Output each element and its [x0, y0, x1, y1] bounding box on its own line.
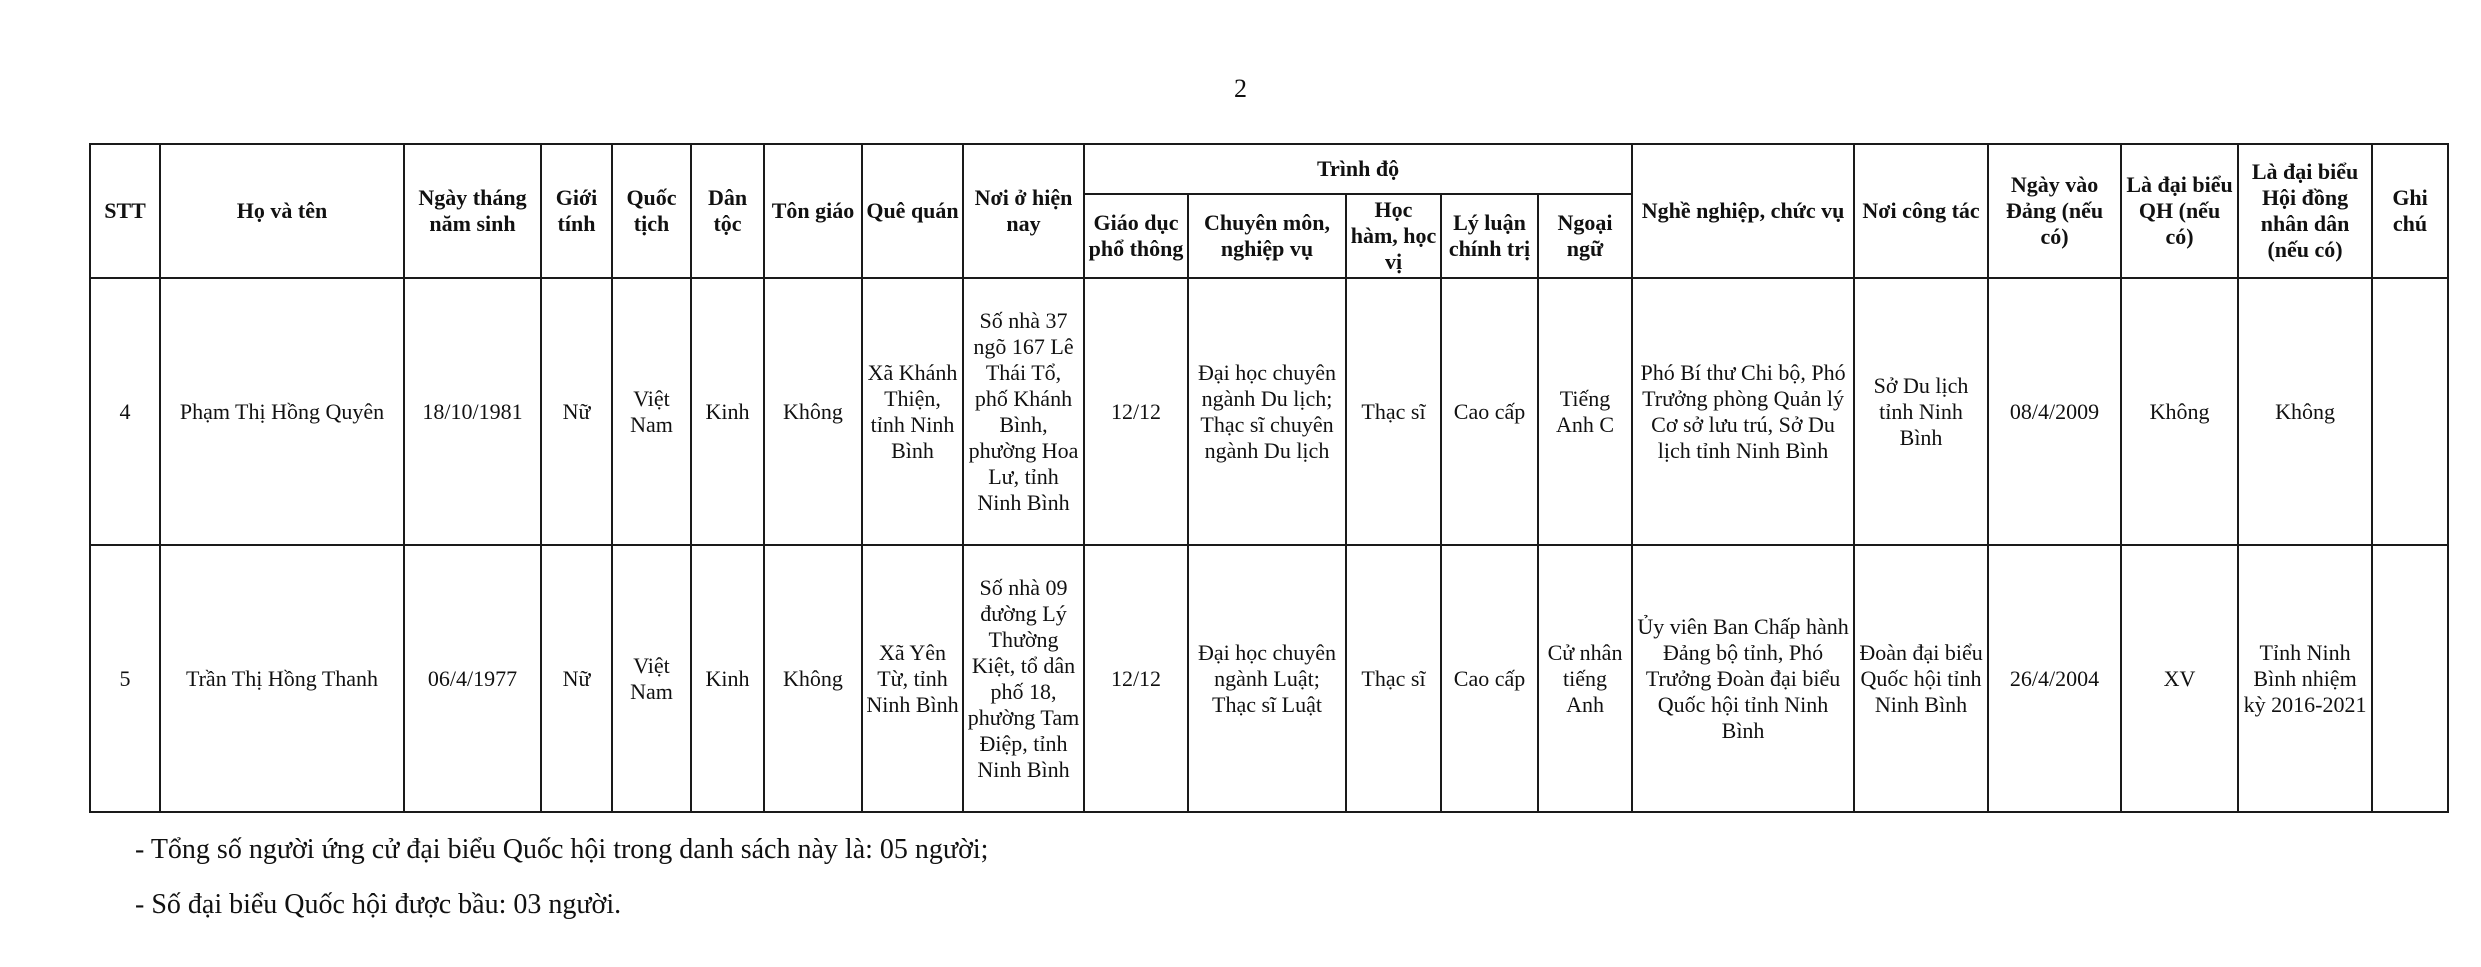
header-dai-bieu-qh: Là đại biểu QH (nếu có) [2121, 144, 2238, 278]
cell-gioi-tinh: Nữ [541, 278, 612, 545]
cell-dan-toc: Kinh [691, 278, 764, 545]
header-dan-toc: Dân tộc [691, 144, 764, 278]
cell-dai-bieu-hdnd: Tỉnh Ninh Bình nhiệm kỳ 2016-2021 [2238, 545, 2372, 812]
cell-quoc-tich: Việt Nam [612, 278, 691, 545]
cell-ghi-chu [2372, 545, 2448, 812]
header-stt: STT [90, 144, 160, 278]
candidate-table [89, 143, 2449, 813]
cell-noi-o: Số nhà 09 đường Lý Thường Kiệt, tổ dân phố 18, phường Tam Điệp, tỉnh Ninh Bình [963, 545, 1084, 812]
table-row [90, 278, 2448, 545]
cell-ho-ten: Trần Thị Hồng Thanh [160, 545, 404, 812]
header-ngay-sinh: Ngày tháng năm sinh [404, 144, 541, 278]
cell-giao-duc: 12/12 [1084, 545, 1188, 812]
header-ly-luan: Lý luận chính trị [1441, 194, 1538, 278]
cell-stt: 5 [90, 545, 160, 812]
header-ton-giao: Tôn giáo [764, 144, 862, 278]
cell-ngay-sinh: 18/10/1981 [404, 278, 541, 545]
cell-dai-bieu-qh: XV [2121, 545, 2238, 812]
header-ghi-chu: Ghi chú [2372, 144, 2448, 278]
cell-ngay-sinh: 06/4/1977 [404, 545, 541, 812]
header-ngoai-ngu: Ngoại ngữ [1538, 194, 1632, 278]
cell-ho-ten: Phạm Thị Hồng Quyên [160, 278, 404, 545]
page-number: 2 [1234, 74, 1247, 103]
cell-noi-cong-tac: Sở Du lịch tỉnh Ninh Bình [1854, 278, 1988, 545]
header-gioi-tinh: Giới tính [541, 144, 612, 278]
header-quoc-tich: Quốc tịch [612, 144, 691, 278]
cell-ngay-vao-dang: 08/4/2009 [1988, 278, 2121, 545]
cell-noi-cong-tac: Đoàn đại biểu Quốc hội tỉnh Ninh Bình [1854, 545, 1988, 812]
cell-ngoai-ngu: Cử nhân tiếng Anh [1538, 545, 1632, 812]
note-elected-count: - Số đại biểu Quốc hội được bầu: 03 người. [135, 889, 622, 920]
cell-dai-bieu-hdnd: Không [2238, 278, 2372, 545]
cell-dan-toc: Kinh [691, 545, 764, 812]
cell-ton-giao: Không [764, 545, 862, 812]
cell-ly-luan: Cao cấp [1441, 545, 1538, 812]
header-ho-ten: Họ và tên [160, 144, 404, 278]
header-que-quan: Quê quán [862, 144, 963, 278]
header-ngay-vao-dang: Ngày vào Đảng (nếu có) [1988, 144, 2121, 278]
cell-stt: 4 [90, 278, 160, 545]
cell-chuyen-mon: Đại học chuyên ngành Luật; Thạc sĩ Luật [1188, 545, 1346, 812]
note-total-candidates: - Tổng số người ứng cử đại biểu Quốc hội trong danh sách này là: 05 người; [135, 834, 989, 865]
cell-dai-bieu-qh: Không [2121, 278, 2238, 545]
header-hoc-ham: Học hàm, học vị [1346, 194, 1441, 278]
cell-nghe-nghiep: Phó Bí thư Chi bộ, Phó Trưởng phòng Quản lý Cơ sở lưu trú, Sở Du lịch tỉnh Ninh Bình [1632, 278, 1854, 545]
cell-hoc-ham: Thạc sĩ [1346, 278, 1441, 545]
header-nghe-nghiep: Nghề nghiệp, chức vụ [1632, 144, 1854, 278]
cell-ly-luan: Cao cấp [1441, 278, 1538, 545]
cell-chuyen-mon: Đại học chuyên ngành Du lịch; Thạc sĩ chuyên ngành Du lịch [1188, 278, 1346, 545]
header-noi-o: Nơi ở hiện nay [963, 144, 1084, 278]
cell-giao-duc: 12/12 [1084, 278, 1188, 545]
header-row-1 [90, 144, 2448, 194]
header-noi-cong-tac: Nơi công tác [1854, 144, 1988, 278]
cell-ngoai-ngu: Tiếng Anh C [1538, 278, 1632, 545]
cell-nghe-nghiep: Ủy viên Ban Chấp hành Đảng bộ tỉnh, Phó Trưởng Đoàn đại biểu Quốc hội tỉnh Ninh Bình [1632, 545, 1854, 812]
cell-noi-o: Số nhà 37 ngõ 167 Lê Thái Tổ, phố Khánh Bình, phường Hoa Lư, tỉnh Ninh Bình [963, 278, 1084, 545]
header-chuyen-mon: Chuyên môn, nghiệp vụ [1188, 194, 1346, 278]
table-row [90, 545, 2448, 812]
cell-ghi-chu [2372, 278, 2448, 545]
header-dai-bieu-hdnd: Là đại biểu Hội đồng nhân dân (nếu có) [2238, 144, 2372, 278]
cell-que-quan: Xã Yên Từ, tỉnh Ninh Bình [862, 545, 963, 812]
header-trinh-do: Trình độ [1084, 144, 1632, 194]
cell-quoc-tich: Việt Nam [612, 545, 691, 812]
cell-que-quan: Xã Khánh Thiện, tỉnh Ninh Bình [862, 278, 963, 545]
cell-hoc-ham: Thạc sĩ [1346, 545, 1441, 812]
cell-gioi-tinh: Nữ [541, 545, 612, 812]
cell-ton-giao: Không [764, 278, 862, 545]
cell-ngay-vao-dang: 26/4/2004 [1988, 545, 2121, 812]
header-giao-duc: Giáo dục phổ thông [1084, 194, 1188, 278]
